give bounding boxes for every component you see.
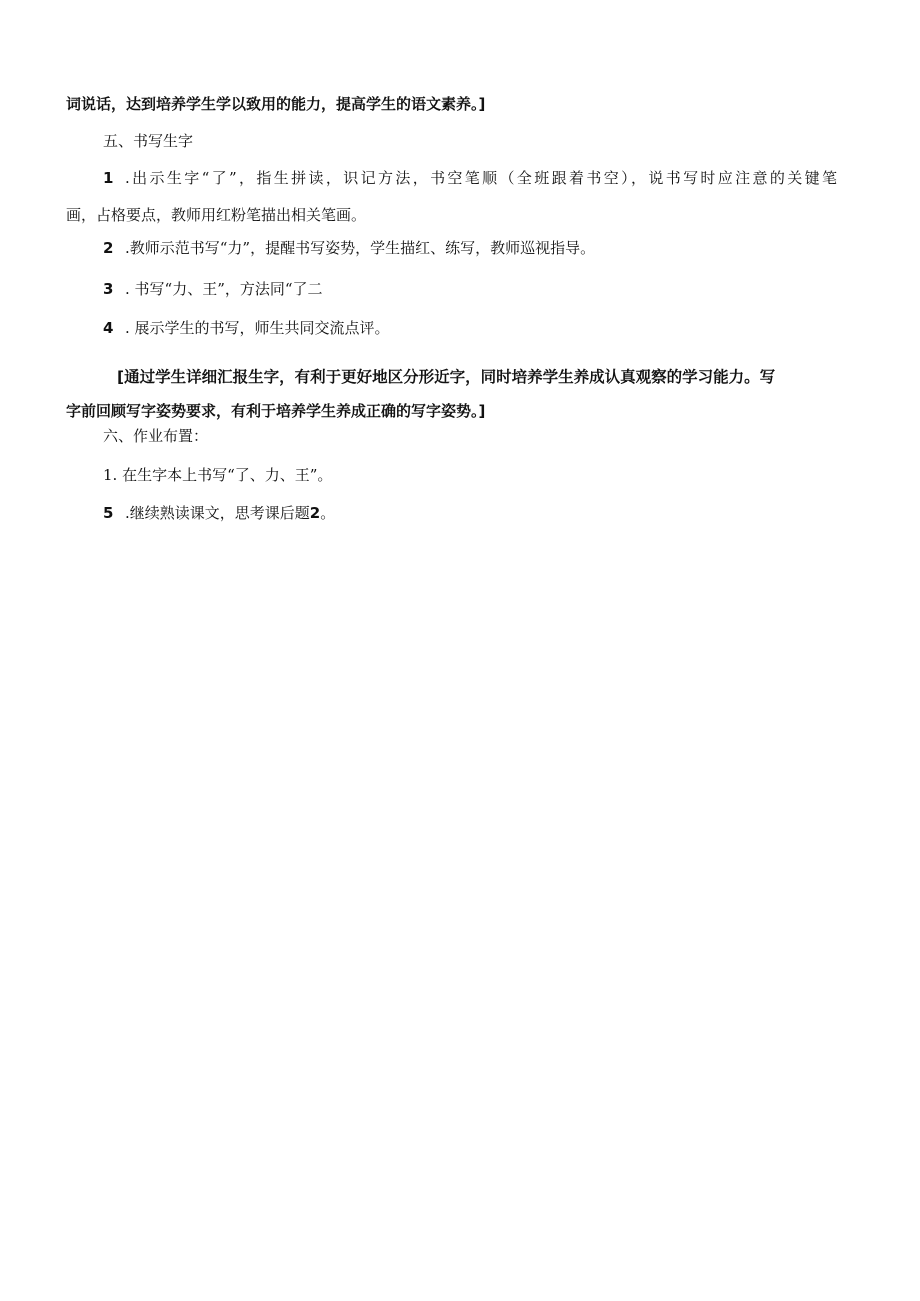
section-5-item-1-line-1	[103, 168, 837, 188]
item-text-end: 。	[320, 504, 336, 522]
item-text: . 展示学生的书写，师生共同交流点评。	[125, 319, 390, 337]
item-text: .继续熟读课文，思考课后题	[125, 504, 310, 522]
teaching-note-line-1: [通过学生详细汇报生字，有利于更好地区分形近字，同时培养学生养成认真观察的学习能力。写	[117, 368, 776, 386]
teaching-note-line-2: 字前回顾写字姿势要求，有利于培养学生养成正确的写字姿势。]	[66, 402, 486, 420]
section-5-item-1-line-2: 画，占格要点，教师用红粉笔描出相关笔画。	[66, 206, 367, 224]
item-number: 1	[103, 169, 114, 187]
intro-paragraph-end: 词说话，达到培养学生学以致用的能力，提高学生的语文素养。]	[66, 95, 486, 113]
item-number: 2	[103, 239, 114, 257]
section-5-heading: 五、书写生字	[103, 132, 194, 150]
item-number: 5	[103, 504, 114, 522]
section-5-item-3	[103, 279, 323, 299]
section-5-item-2	[103, 238, 595, 258]
item-text: . 书写“力、王”，方法同“了二	[125, 280, 323, 298]
item-number: 4	[103, 319, 114, 337]
section-6-heading: 六、作业布置：	[103, 427, 209, 445]
item-text: .出示生字“了”，指生拼读，识记方法，书空笔顺（全班跟着书空），说书写时应注意的关键笔	[125, 169, 837, 187]
item-number: 3	[103, 280, 114, 298]
section-6-item-2	[103, 503, 335, 523]
section-5-item-4	[103, 318, 390, 338]
item-text: .教师示范书写“力”，提醒书写姿势，学生描红、练写，教师巡视指导。	[125, 239, 596, 257]
question-number: 2	[309, 504, 321, 522]
section-6-item-1: 1. 在生字本上书写“了、力、王”。	[103, 466, 333, 484]
